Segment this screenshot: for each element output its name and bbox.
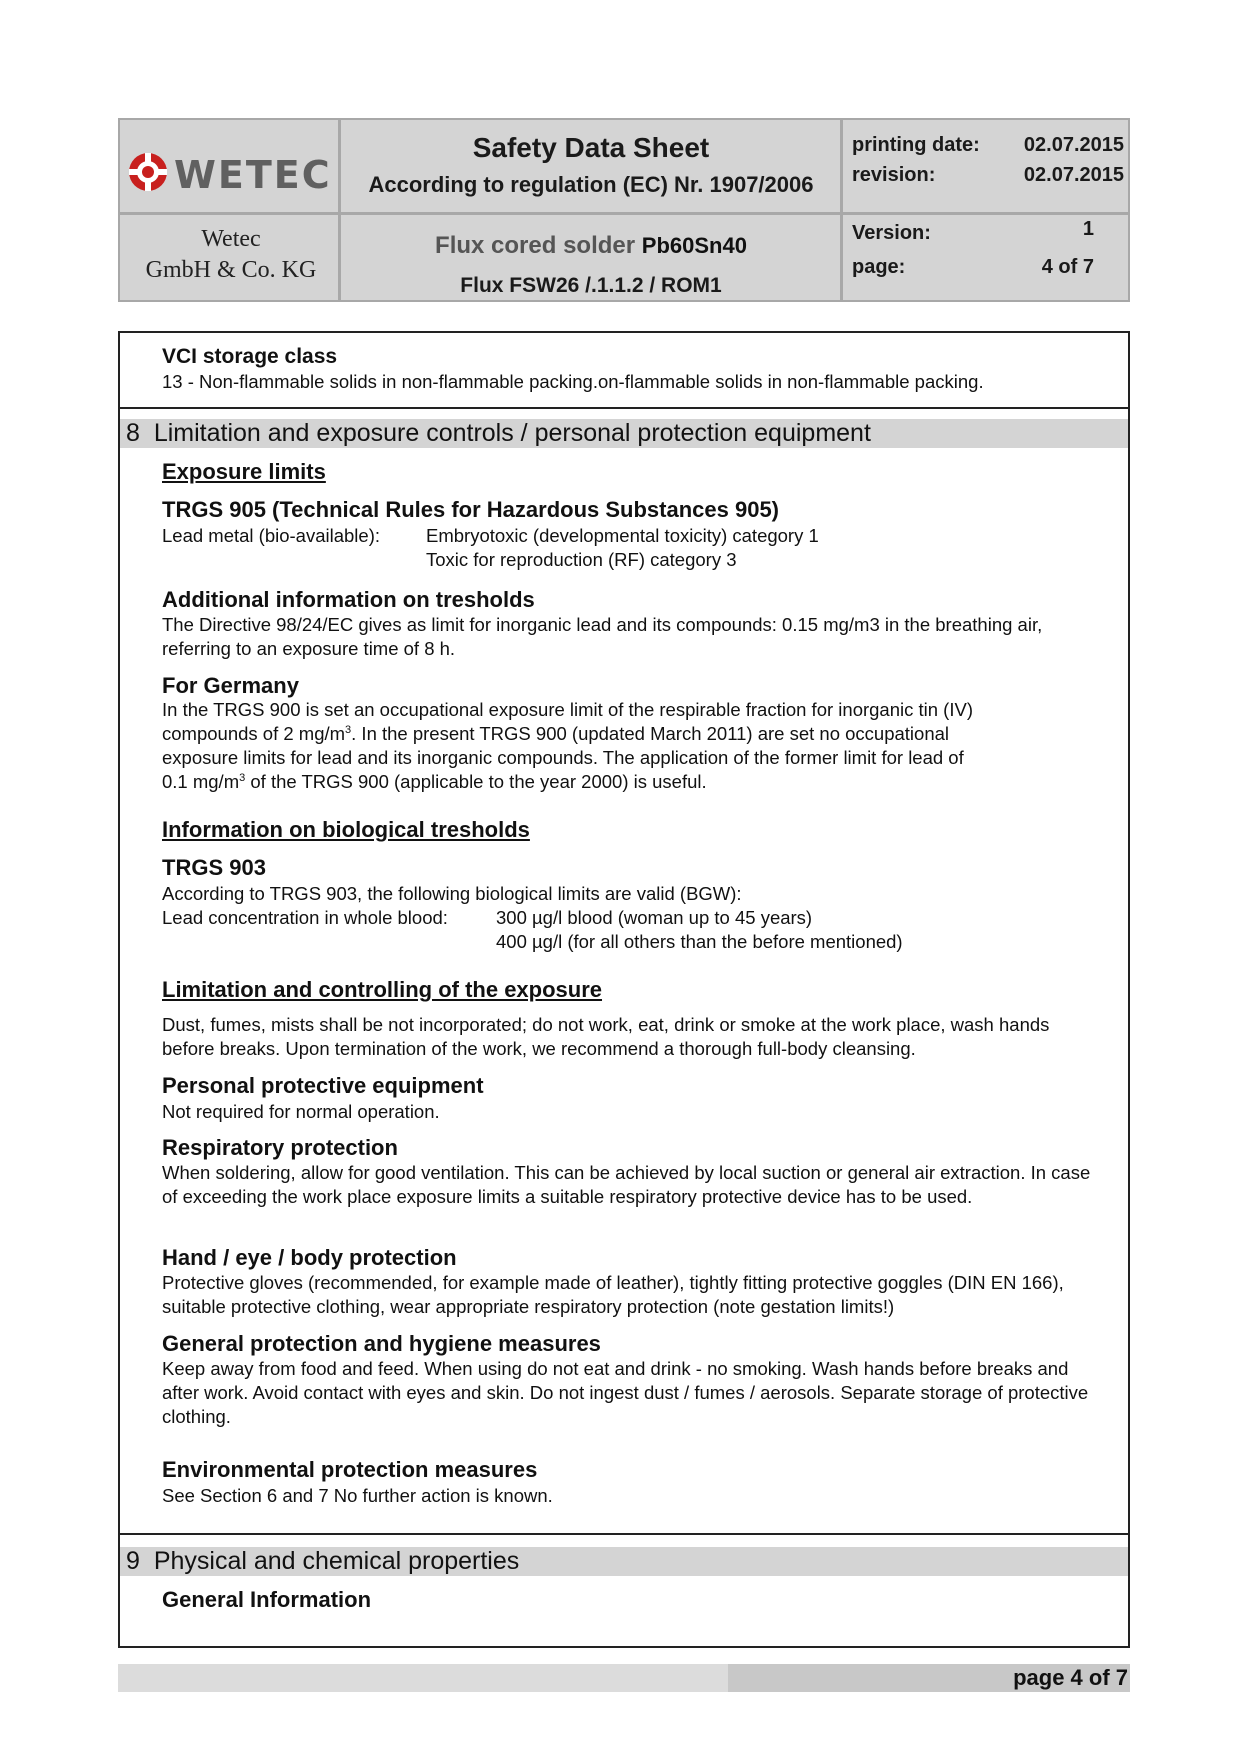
document-header [118,118,1130,302]
page-label: page: [852,256,906,278]
footer-bar-left [118,1664,728,1692]
section-8-title [126,419,871,448]
product-alloy: Pb60Sn40 [641,233,747,258]
section-8-header [120,419,1128,448]
document-title: Safety Data Sheet [472,132,710,163]
revision-value: 02.07.2015 [1023,164,1124,186]
trgs905-heading: TRGS 905 (Technical Rules for Hazardous Substances 905) [162,497,780,522]
germany-line-2 [162,723,949,745]
section-9-header [120,1547,1128,1576]
germany-line-4 [162,771,707,793]
section-8-title-text: Limitation and exposure controls / personal protection equipment [153,419,871,447]
section-9-title [126,1547,519,1576]
germany-line-4-end: of the TRGS 900 (applicable to the year 2000) is useful. [245,771,707,792]
version-value: 1 [1082,218,1094,240]
section-9-title-text: Physical and chemical properties [153,1547,520,1575]
vci-title: VCI storage class [162,345,338,368]
section-divider [120,407,1128,409]
blood-value-2: 400 µg/l (for all others than the before mentioned) [496,931,903,952]
hand-eye-body-heading: Hand / eye / body protection [162,1245,457,1270]
trgs903-heading: TRGS 903 [162,855,266,880]
lead-metal-label: Lead metal (bio-available): [162,525,381,546]
environmental-heading: Environmental protection measures [162,1457,538,1482]
page-footer [118,1664,1130,1692]
germany-line-2-start: compounds of 2 mg/m [162,723,346,744]
additional-info-text: The Directive 98/24/EC gives as limit for inorganic lead and its compounds: 0.15 mg/m3 in the breathing air, referring to an exposure time of 8 h. [162,614,1043,659]
product-name [344,232,838,260]
superscript-3: 3 [345,723,352,736]
ppe-heading: Personal protective equipment [162,1073,484,1098]
content-box [118,331,1130,1648]
flux-name: Flux FSW26 /.1.1.2 / ROM1 [460,274,722,297]
company-name [120,224,342,286]
lead-metal-value-2: Toxic for reproduction (RF) category 3 [426,549,737,570]
respiratory-heading: Respiratory protection [162,1135,398,1160]
blood-value-1: 300 µg/l blood (woman up to 45 years) [496,907,813,928]
section-9-number: 9 [126,1547,140,1575]
hygiene-heading: General protection and hygiene measures [162,1331,601,1356]
page-value: 4 of 7 [1041,256,1094,278]
additional-info-heading: Additional information on tresholds [162,587,535,612]
printing-date-label: printing date: [852,134,980,156]
exposure-control-text: Dust, fumes, mists shall be not incorporated; do not work, eat, drink or smoke at the work place, wash hands before breaks. Upon termination of the work, we recommend a thorough full-body cleansing. [162,1014,1050,1059]
ppe-text: Not required for normal operation. [162,1101,440,1122]
section-8-number: 8 [126,419,140,447]
superscript-3: 3 [239,771,246,784]
bio-thresholds-heading: Information on biological tresholds [162,817,530,842]
hygiene-text: Keep away from food and feed. When using do not eat and drink - no smoking. Wash hands before breaks and after work. Avoid contact with eyes and skin. Do not ingest dust / fumes / aerosols. Separate storage of protective clothing. [162,1358,1089,1427]
germany-line-3: exposure limits for lead and its inorganic compounds. The application of the former limit for lead of [162,747,964,768]
product-prefix: Flux cored solder [435,232,636,259]
trgs903-intro: According to TRGS 903, the following biological limits are valid (BGW): [162,883,742,904]
footer-page-number: page 4 of 7 [1013,1665,1128,1690]
header-divider [120,212,1128,215]
lead-metal-value-1: Embryotoxic (developmental toxicity) category 1 [426,525,819,546]
exposure-limits-heading: Exposure limits [162,459,326,484]
blood-label: Lead concentration in whole blood: [162,907,448,928]
printing-date-value: 02.07.2015 [1023,134,1124,156]
germany-line-1: In the TRGS 900 is set an occupational exposure limit of the respirable fraction for inorganic tin (IV) [162,699,973,720]
hand-eye-body-text: Protective gloves (recommended, for example made of leather), tightly fitting protective goggles (DIN EN 166), suitable protective clothing, wear appropriate respiratory protection (note gestation limits!) [162,1272,1064,1317]
germany-line-2-end: . In the present TRGS 900 (updated March 2011) are set no occupational [351,723,950,744]
version-label: Version: [852,222,931,244]
section-divider [120,1533,1128,1535]
company-line-2: GmbH & Co. KG [145,257,317,283]
environmental-text: See Section 6 and 7 No further action is known. [162,1485,553,1506]
header-divider [840,120,843,300]
company-line-1: Wetec [201,226,261,252]
revision-label: revision: [852,164,936,186]
germany-heading: For Germany [162,673,299,698]
general-information-heading: General Information [162,1587,372,1612]
exposure-control-heading: Limitation and controlling of the exposure [162,977,603,1002]
svg-text:WETEC: WETEC [174,153,332,194]
regulation-text: According to regulation (EC) Nr. 1907/2006 [368,172,814,197]
respiratory-text: When soldering, allow for good ventilation. This can be achieved by local suction or general air extraction. In case of exceeding the work place exposure limits a suitable respiratory protective device has to be used. [162,1162,1091,1207]
vci-text: 13 - Non-flammable solids in non-flammable packing.on-flammable solids in non-flammable packing. [162,371,984,392]
germany-line-4-start: 0.1 mg/m [162,771,240,792]
